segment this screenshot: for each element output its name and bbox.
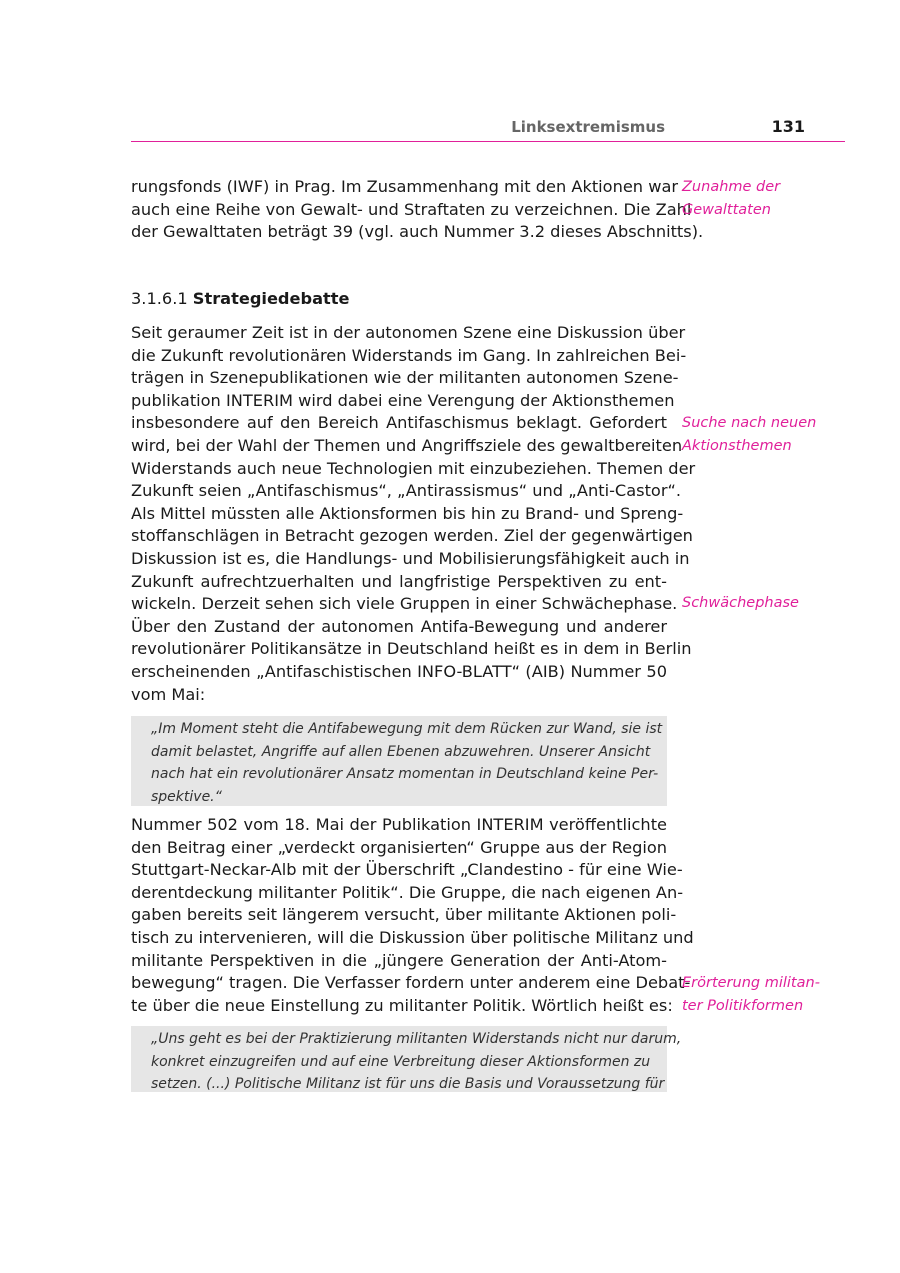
text-line: Diskussion ist es, die Handlungs- und Mobilisierungsfähigkeit auch in bbox=[131, 548, 690, 568]
margin-note-line: Erörterung militan- bbox=[682, 975, 820, 991]
section-heading bbox=[131, 289, 349, 308]
page-number: 131 bbox=[771, 117, 805, 136]
quote-line: damit belastet, Angriffe auf allen Ebenen abzuwehren. Unserer Ansicht bbox=[151, 743, 651, 760]
quote-line: spektive.“ bbox=[151, 788, 222, 805]
text-line: gaben bereits seit längerem versucht, über militante Aktionen poli- bbox=[131, 905, 677, 925]
text-line: die Zukunft revolutionären Widerstands im Gang. In zahlreichen Bei- bbox=[131, 345, 687, 365]
quote-line: „Uns geht es bei der Praktizierung militanten Widerstands nicht nur darum, bbox=[151, 1031, 682, 1047]
paragraph-intro bbox=[131, 176, 704, 244]
text-line: der Gewalttaten beträgt 39 (vgl. auch Nummer 3.2 dieses Abschnitts). bbox=[131, 222, 704, 242]
text-line: auch eine Reihe von Gewalt- und Straftaten zu verzeichnen. Die Zahl bbox=[131, 199, 692, 219]
text-line: Stuttgart-Neckar-Alb mit der Überschrift „Clandestino - für eine Wie- bbox=[131, 860, 683, 880]
margin-note-line: ter Politikformen bbox=[682, 997, 804, 1014]
text-line: insbesondere auf den Bereich Antifaschismus beklagt. Gefordert bbox=[131, 413, 667, 433]
margin-note-weakness bbox=[682, 592, 832, 615]
text-line: Zukunft seien „Antifaschismus“, „Antirassismus“ und „Anti-Castor“. bbox=[131, 481, 682, 501]
quote-line: konkret einzugreifen und auf eine Verbreitung dieser Aktionsformen zu bbox=[151, 1053, 651, 1070]
margin-note-line: Gewalttaten bbox=[682, 201, 771, 218]
text-line: Nummer 502 vom 18. Mai der Publikation INTERIM veröffentlichte bbox=[131, 815, 667, 834]
running-header-title: Linksextremismus bbox=[511, 118, 665, 136]
quote-block-aib bbox=[131, 716, 667, 806]
running-header bbox=[131, 116, 845, 142]
text-line: trägen in Szenepublikationen wie der militanten autonomen Szene- bbox=[131, 368, 679, 388]
text-line: Widerstands auch neue Technologien mit einzubeziehen. Themen der bbox=[131, 458, 696, 478]
quote-line: nach hat ein revolutionärer Ansatz momentan in Deutschland keine Per- bbox=[151, 766, 659, 783]
quote-block-clandestino bbox=[131, 1026, 682, 1093]
section-title: Strategiedebatte bbox=[192, 289, 350, 308]
text-line: erscheinenden „Antifaschistischen INFO-BLATT“ (AIB) Nummer 50 bbox=[131, 661, 667, 681]
margin-note-new-topics bbox=[682, 412, 832, 457]
text-line: militante Perspektiven in die „jüngere Generation der Anti-Atom- bbox=[131, 950, 667, 970]
margin-note-militant-politics bbox=[682, 972, 832, 1017]
margin-note-line: Zunahme der bbox=[682, 179, 781, 195]
text-line: rungsfonds (IWF) in Prag. Im Zusammenhang mit den Aktionen war bbox=[131, 177, 679, 196]
paragraph-strategy bbox=[131, 322, 696, 706]
text-line: tisch zu intervenieren, will die Diskussion über politische Militanz und bbox=[131, 927, 694, 947]
text-line: derentdeckung militanter Politik“. Die Gruppe, die nach eigenen An- bbox=[131, 882, 684, 902]
text-line: revolutionärer Politikansätze in Deutschland heißt es in dem in Berlin bbox=[131, 639, 692, 659]
text-line: wickeln. Derzeit sehen sich viele Gruppen in einer Schwächephase. bbox=[131, 594, 678, 614]
text-line: Seit geraumer Zeit ist in der autonomen Szene eine Diskussion über bbox=[131, 323, 686, 342]
text-line: vom Mai: bbox=[131, 684, 206, 704]
text-line: den Beitrag einer „verdeckt organisierten“ Gruppe aus der Region bbox=[131, 837, 667, 857]
quote-line: „Im Moment steht die Antifabewegung mit dem Rücken zur Wand, sie ist bbox=[151, 721, 663, 737]
text-line: te über die neue Einstellung zu militanter Politik. Wörtlich heißt es: bbox=[131, 995, 673, 1015]
text-line: Zukunft aufrechtzuerhalten und langfristige Perspektiven zu ent- bbox=[131, 571, 667, 591]
margin-note-line: Suche nach neuen bbox=[682, 415, 817, 431]
margin-note-violence bbox=[682, 176, 832, 221]
text-line: publikation INTERIM wird dabei eine Verengung der Aktionsthemen bbox=[131, 390, 675, 410]
margin-note-line: Schwächephase bbox=[682, 595, 799, 611]
text-line: Über den Zustand der autonomen Antifa-Bewegung und anderer bbox=[131, 616, 667, 636]
quote-line: setzen. (...) Politische Militanz ist für uns die Basis und Voraussetzung für bbox=[151, 1076, 665, 1093]
section-number: 3.1.6.1 bbox=[131, 289, 188, 308]
text-line: bewegung“ tragen. Die Verfasser fordern unter anderem eine Debat- bbox=[131, 973, 691, 993]
paragraph-interim bbox=[131, 814, 694, 1017]
text-line: wird, bei der Wahl der Themen und Angriffsziele des gewaltbereiten bbox=[131, 435, 683, 455]
margin-note-line: Aktionsthemen bbox=[682, 437, 792, 454]
text-line: Als Mittel müssten alle Aktionsformen bis hin zu Brand- und Spreng- bbox=[131, 503, 684, 523]
text-line: stoffanschlägen in Betracht gezogen werden. Ziel der gegenwärtigen bbox=[131, 526, 693, 546]
